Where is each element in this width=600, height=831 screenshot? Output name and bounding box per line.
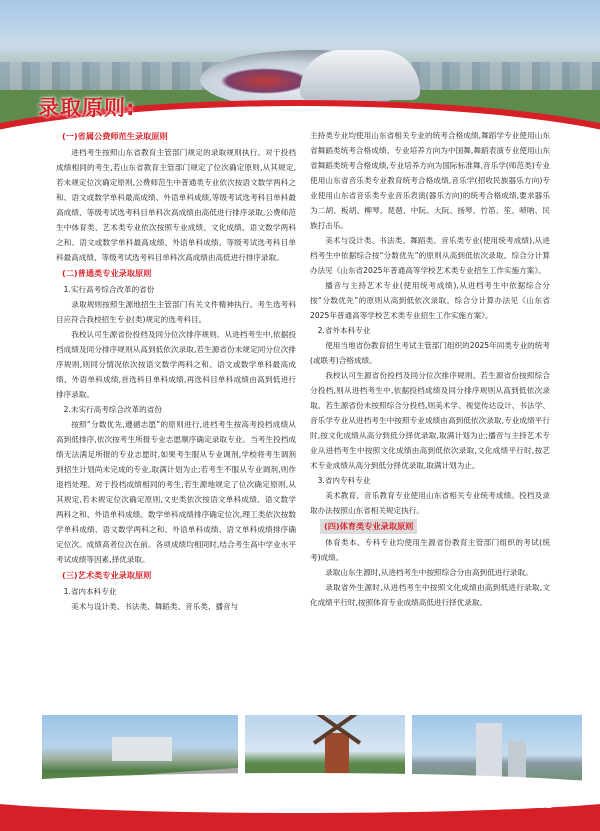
paragraph: 美术与设计类、书法类、舞蹈类、音乐类、播音与 [71,602,239,611]
paragraph: 录取规则按照生源地招生主管部门有关文件精神执行。考生选考科目应符合我校招生专业(类)规定的选考科目。 [56,300,296,324]
tower-shape [508,741,526,779]
paragraph: 美术教育、音乐教育专业使用山东省相关专业统考成绩。投档及录取办法按照山东省相关规定执行。 [310,491,550,515]
windmill-shape [325,733,349,773]
subsection-title: 3.省内专科专业 [317,476,371,485]
tower-shape [476,723,502,779]
footer-curve [0,773,600,813]
paragraph: 录取山东生源时,从进档考生中按照综合分由高到低进行录取。 [325,568,533,577]
paragraph: 播音与主持艺术专业(使用统考成绩),从进档考生中依据综合分按“分数优先”的原则从高到低依次录取。综合分计算办法见《山东省2025年普通高等学校艺术类专业招生工作实施方案》。 [310,281,550,320]
paragraph: 按照“分数优先,遵循志愿”的原则进行,进档考生按高考投档成绩从高到低排序,依次按考生所报专业志愿顺序确定录取专业。当考生投档成绩无法满足所报的专业志愿时,如果考生服从专业调剂,学校将考生调剂到招生计划尚未完成的专业,取满计划为止;若考生不服从专业调剂,则作退档处理。对于投档成绩相同的考生,若生源地规定了位次确定原则,从其规定,若未规定位次确定原则,文史类依次按语文单科成绩、语文数学两科之和、外语单科成绩、数学单科成绩排序确定位次,理工类依次按数学单科成绩、语文数学两科之和、外语单科成绩、语文单科成绩排序确定位次。成绩高者位次在前。各项成绩均相同时,结合考生高中学业水平考试成绩等因素,择优录取。 [56,420,296,564]
paragraph: 我校认可生源省份投档及同分位次排序规则。若生源省份按照综合分投档,则从进档考生中,依据投档成绩及同分排序规则从高到低依次录取。若生源省份未按照综合分投档,则美术学、视觉传达设计、书法学、音乐学专业从进档考生中按照专业成绩由高到低依次录取,专业成绩平行时,按文化成绩从高分到低分择优录取,取满计划为止;播音与主持艺术专业从进档考生中按照文化成绩由高到低依次录取,文化成绩平行时,按艺术专业成绩从高分到低分择优录取,取满计划为止。 [310,371,550,470]
section-heading: (一)省属公费师范生录取原则 [62,131,168,141]
section-heading: (三)艺术类专业录取原则 [62,570,152,580]
page-number: 11 [538,800,552,811]
section-heading-row [56,567,296,584]
section-heading: (二)普通类专业录取原则 [62,268,152,278]
paragraph: 美术与设计类、书法类、舞蹈类、音乐类专业(使用统考成绩),从进档考生中依据综合按“分数优先”的原则从高到低依次录取。综合分计算办法见《山东省2025年普通高等学校艺术类专业招生工作实施方案》。 [310,236,550,275]
section-heading-row [56,265,296,282]
building-shape [112,737,172,761]
content-columns [56,128,576,714]
subsection-title: 1.省内本科专业 [63,587,117,596]
section-heading: (四)体育类专业录取原则 [320,519,417,534]
footer-band [0,795,600,831]
paragraph: 体育类本、专科专业均使用生源省份教育主管部门组织的考试(统考)成绩。 [310,538,550,562]
paragraph: 我校认可生源省份投档及同分位次排序规则。从进档考生中,依据投档成绩及同分排序规则从高到低依次录取,若生源省份未规定同分位次排序规则,则同分情况依次按语文数学两科之和、语文或数学单科最高成绩、外语单科成绩,首选科目单科成绩,再选科目单科成绩由高到低进行排序录取。 [56,330,296,399]
right-column [310,128,550,610]
subsection-title: 2.未实行高考综合改革的省份 [63,405,162,414]
subsection-title: 1.实行高考综合改革的省份 [63,285,155,294]
subsection-title: 2.省外本科专业 [317,326,371,335]
left-column [56,128,296,614]
paragraph: 进档考生按照山东省教育主管部门规定的录取规则执行。对于投档成绩相同的考生,若山东省教育主管部门规定了位次确定原则,从其规定,若未规定位次确定原则,公费师范生中普通类专业依次按语文数学两科之和、语文或数学单科最高成绩、外语单科成绩,等级考试选考科目单科最高成绩、等级考试选考科目单科次高成绩由高低进行排序录取,公费师范生中体育类、艺术类专业依次按照专业成绩、文化成绩、语文数学两科之和、语文或数学单科最高成绩、外语单科成绩、等级考试选考科目单科最高成绩、等级考试选考科目单科次高成绩由高低进行排序录取。 [56,148,296,262]
paragraph: 录取省外生源时,从进档考生中按照文化成绩由高到低进行录取,文化成绩平行时,按照体育专业成绩高低进行择优录取。 [310,583,550,607]
paragraph: 使用当地省份教育招生考试主管部门组织的2025年同类专业的统考(或联考)合格成绩。 [310,341,550,365]
page-title: 录取原则: [38,96,136,120]
section-heading-row [56,128,296,145]
section-heading-row [310,518,550,535]
paragraph: 主持类专业均使用山东省相关专业的统考合格成绩,舞蹈学专业使用山东省舞蹈类统考合格成绩、专业培养方向为中国舞,舞蹈表演专业使用山东省舞蹈类统考合格成绩,专业培养方向为国际标准舞,音乐学(师范类)专业使用山东省音乐类专业教育统考合格成绩,音乐学(招收民族器乐方向)专业使用山东省音乐类专业音乐表演(器乐方向)的统考合格成绩,要求器乐为二胡、板胡、柳琴、琵琶、中阮、大阮、扬琴、竹笛、笙、唢呐、民族打击乐。 [310,131,550,230]
